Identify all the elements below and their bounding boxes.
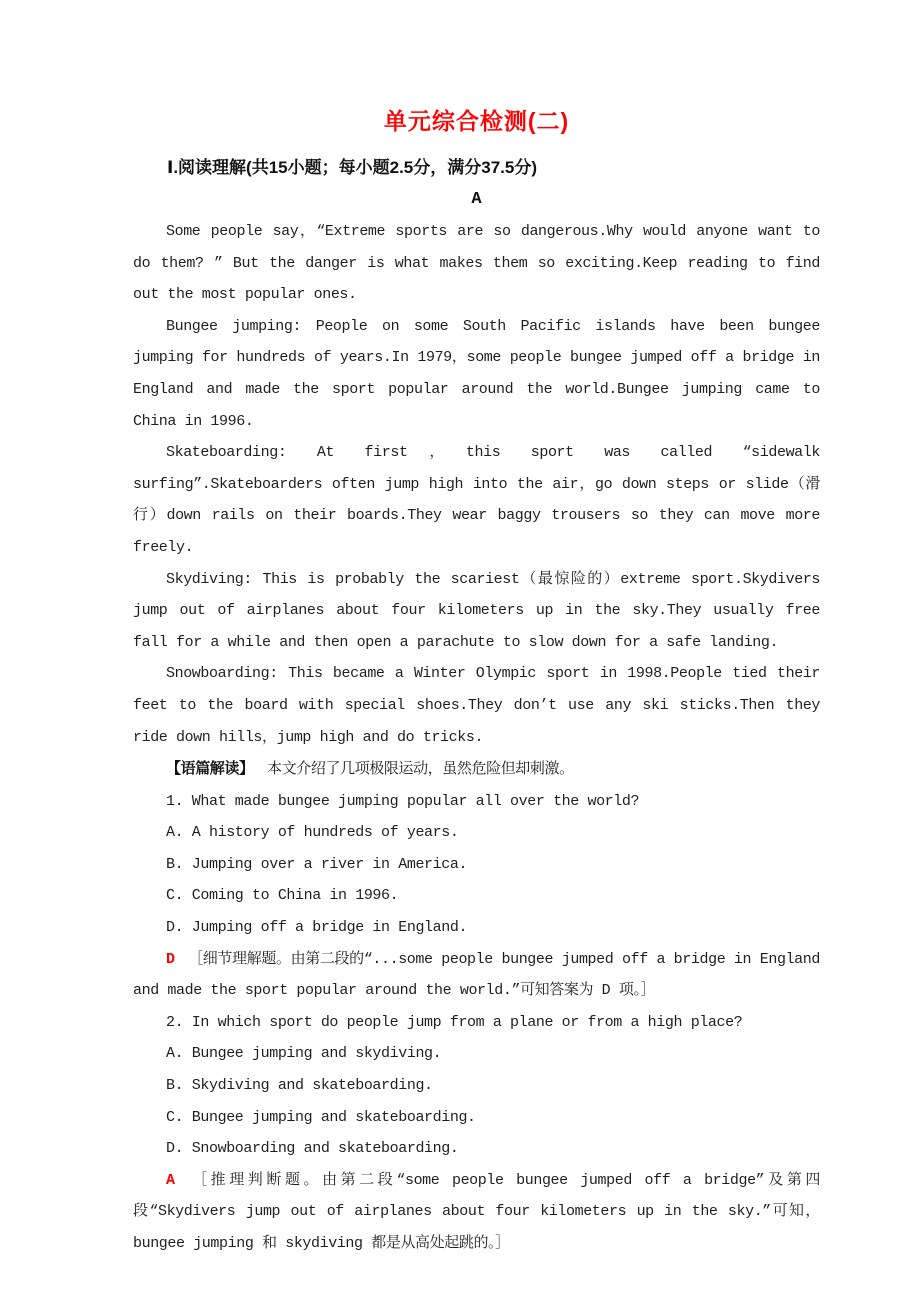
question-2-option-a: A. Bungee jumping and skydiving. xyxy=(166,1045,442,1063)
question-1-answer xyxy=(133,944,820,1007)
question-1-option-a: A. A history of hundreds of years. xyxy=(166,824,459,842)
passage-label: A xyxy=(471,190,482,209)
passage-paragraph-skydiving: Skydiving: This is probably the scariest（最惊险的）extreme sport.Skydivers jump out of airplanes about four kilometers up in the sky.They usually free fall for a while and then open a parachute to slow down for a safe landing. xyxy=(133,570,820,651)
question-2-stem: 2. In which sport do people jump from a plane or from a high place? xyxy=(166,1013,743,1031)
question-2-answer-letter: A xyxy=(166,1171,175,1189)
passage-paragraph-skateboarding: Skateboarding: At first，this sport was called “sidewalk surfing”.Skateboarders often jump high into the air，go down steps or slide（滑行）down rails on their boards.They wear baggy trousers so they can move more freely. xyxy=(133,444,820,556)
question-1-explanation: ［细节理解题。由第二段的“...some people bungee jumped off a bridge in England and made the sport popular around the world.”可知答案为 D 项。］ xyxy=(133,950,820,1000)
passage-paragraph-bungee: Bungee jumping: People on some South Pacific islands have been bungee jumping for hundreds of years.In 1979，some people bungee jumped off a bridge in England and made the sport popular around the world.Bungee jumping came to China in 1996. xyxy=(133,317,820,430)
question-2-option-c: C. Bungee jumping and skateboarding. xyxy=(166,1108,476,1126)
question-1-stem: 1. What made bungee jumping popular all over the world? xyxy=(166,792,640,810)
passage-analysis xyxy=(133,753,820,786)
page-title: 单元综合检测(二) xyxy=(383,108,570,134)
analysis-text: 本文介绍了几项极限运动，虽然危险但却刺激。 xyxy=(267,761,574,779)
section-heading: Ⅰ.阅读理解(共15小题；每小题2.5分，满分37.5分) xyxy=(167,158,537,177)
question-2-explanation: ［推理判断题。由第二段“some people bungee jumped off a bridge”及第四段“Skydivers jump out of airplanes about four kilometers up in the sky.”可知，bungee jumping 和 skydiving 都是从高处起跳的。］ xyxy=(133,1171,820,1252)
question-1-option-c: C. Coming to China in 1996. xyxy=(166,887,399,905)
question-2-option-d: D. Snowboarding and skateboarding. xyxy=(166,1140,459,1158)
question-2-option-b: B. Skydiving and skateboarding. xyxy=(166,1077,433,1095)
question-1-answer-letter: D xyxy=(166,950,175,968)
question-1-option-d: D. Jumping off a bridge in England. xyxy=(166,919,468,937)
passage-paragraph-snowboarding: Snowboarding: This became a Winter Olympic sport in 1998.People tied their feet to the board with special shoes.They don’t use any ski sticks.Then they ride down hills，jump high and do tricks. xyxy=(133,665,820,746)
passage-paragraph-intro: Some people say，“Extreme sports are so dangerous.Why would anyone want to do them? ” But the danger is what makes them so exciting.Keep reading to find out the most popular ones. xyxy=(133,223,820,304)
question-2-answer xyxy=(133,1165,820,1260)
analysis-label: 【语篇解读】 xyxy=(166,760,254,778)
question-1-option-b: B. Jumping over a river in America. xyxy=(166,855,468,873)
